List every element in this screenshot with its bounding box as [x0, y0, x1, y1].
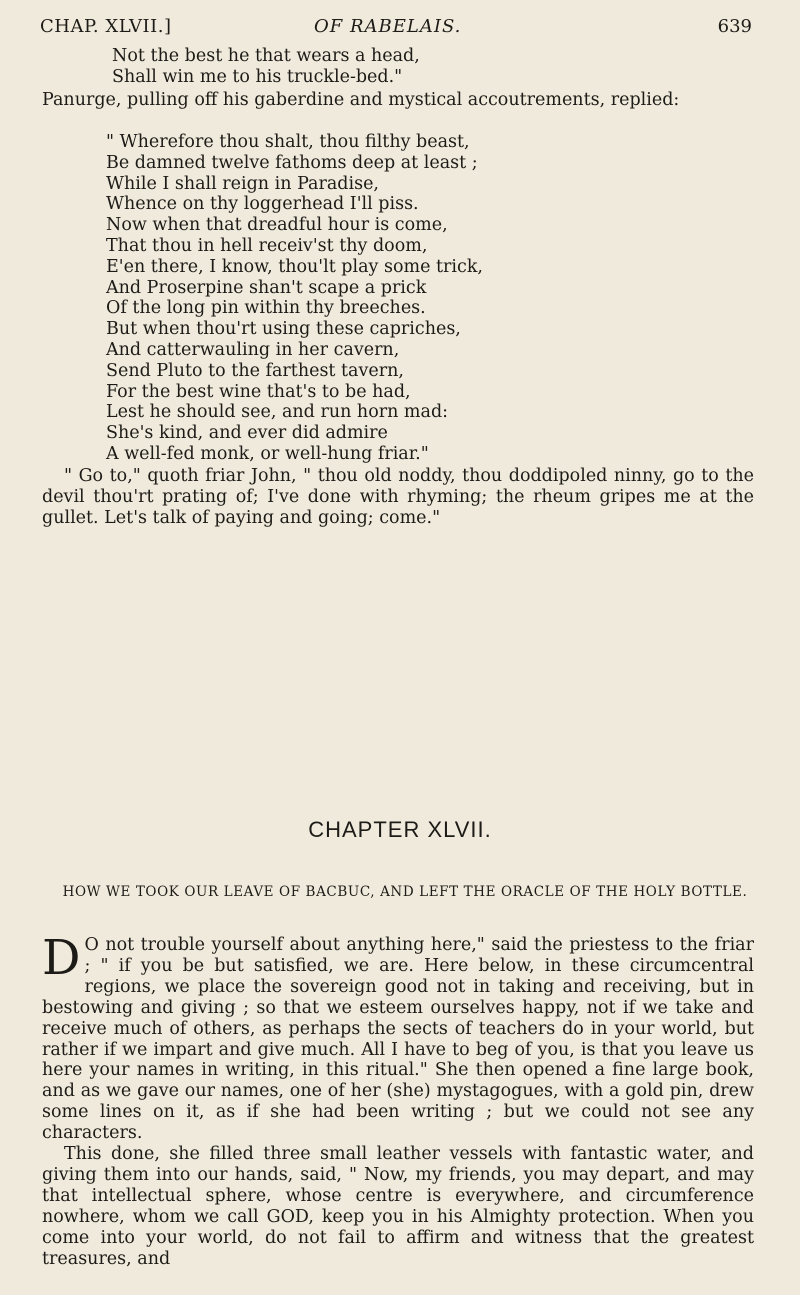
verse-line: She's kind, and ever did admire — [106, 423, 388, 444]
running-title: OF RABELAIS. — [314, 16, 462, 37]
verse-line: Shall win me to his truckle-bed." — [112, 66, 403, 87]
page-number: 639 — [717, 16, 752, 37]
verse-line: E'en there, I know, thou'lt play some trick, — [106, 256, 483, 277]
verse-block-2 — [106, 132, 483, 465]
drop-cap: D — [42, 930, 81, 986]
verse-line: Not the best he that wears a head, — [112, 46, 420, 66]
verse-line: That thou in hell receiv'st thy doom, — [106, 235, 428, 256]
chapter-reference: CHAP. XLVII.] — [40, 16, 172, 37]
verse-line: " Wherefore thou shalt, thou filthy beast, — [106, 132, 470, 152]
narration-2 — [42, 466, 754, 529]
narration-1 — [42, 90, 754, 111]
verse-line: But when thou'rt using these capriches, — [106, 319, 461, 340]
verse-line: A well-fed monk, or well-hung friar." — [106, 443, 429, 464]
paragraph-text: This done, she filled three small leather vessels with fantastic water, and giving them into our hands, said, " Now, my friends, you may depart, and may that intellectual sphere, whose centre is everywhere, and circumference nowhere, whom we call GOD, keep you in his Almighty protection. When you come into your world, do not fail to affirm and witness that the greatest treasures, and — [42, 1144, 754, 1269]
verse-line: Now when that dreadful hour is come, — [106, 215, 448, 236]
verse-line: Be damned twelve fathoms deep at least ; — [106, 152, 478, 173]
verse-block-1 — [112, 46, 420, 88]
verse-line: Send Pluto to the farthest tavern, — [106, 360, 404, 381]
chapter-subheading: HOW WE TOOK OUR LEAVE OF BACBUC, AND LEFT THE ORACLE OF THE HOLY BOTTLE. — [62, 884, 748, 900]
narration-text: " Go to," quoth friar John, " thou old noddy, thou doddipoled ninny, go to the devil thou'rt prating of; I've done with rhyming; the rheum gripes me at the gullet. Let's talk of paying and going; come." — [42, 466, 754, 528]
paragraph-text: O not trouble yourself about anything here," said the priestess to the friar ; " if you be but satisfied, we are. Here below, in these circumcentral regions, we place the sovereign good not in taking and receiving, but in bestowing and giving ; so that we esteem ourselves happy, not if we take and receive much of others, as perhaps the sects of teachers do in your world, but rather if we impart and give much. All I have to beg of you, is that you leave us here your names in writing, in this ritual." She then opened a fine large book, and as we gave our names, one of her (she) mystagogues, with a gold pin, drew some lines on it, as if she had been writing ; but we could not see any characters. — [42, 935, 754, 1144]
running-header — [40, 16, 752, 38]
verse-line: Of the long pin within thy breeches. — [106, 298, 426, 319]
verse-line: While I shall reign in Paradise, — [106, 173, 379, 194]
verse-line: Lest he should see, and run horn mad: — [106, 402, 449, 423]
paragraph — [42, 930, 754, 1144]
verse-line: And catterwauling in her cavern, — [106, 339, 400, 360]
verse-line: And Proserpine shan't scape a prick — [106, 277, 427, 298]
paragraph — [42, 1144, 754, 1269]
verse-line: For the best wine that's to be had, — [106, 381, 411, 402]
chapter-heading: CHAPTER XLVII. — [308, 817, 492, 842]
chapter-body — [42, 930, 754, 1270]
narration-text: Panurge, pulling off his gaberdine and mystical accoutrements, replied: — [42, 90, 680, 110]
verse-line: Whence on thy loggerhead I'll piss. — [106, 194, 419, 215]
